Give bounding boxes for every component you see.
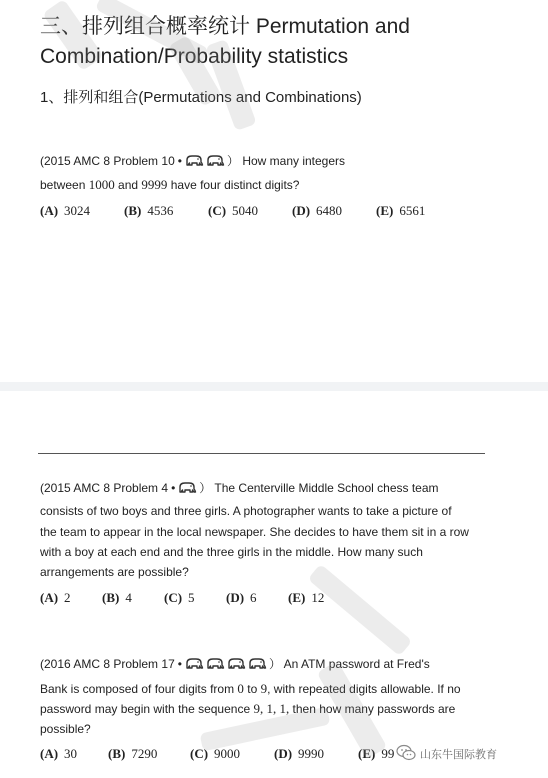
answer-choice <box>40 203 90 219</box>
section-title-line-1: 三、排列组合概率统计 Permutation and <box>40 15 410 38</box>
math-value: 9999 <box>141 177 168 192</box>
logo-text: 山东牛国际教育 <box>420 749 497 761</box>
answer-choice <box>292 203 342 219</box>
text-segment: and <box>114 178 142 192</box>
choice-label: (D) <box>226 590 245 605</box>
choice-label: (D) <box>274 746 293 761</box>
text-segment: The Centerville Middle School chess team <box>214 481 439 495</box>
problem-source: (2015 AMC 8 Problem 10 <box>40 154 175 168</box>
page-bottom <box>0 391 548 778</box>
elephant-icon <box>248 657 267 671</box>
paren-close: ） <box>226 154 239 168</box>
choice-value: 6480 <box>316 203 343 218</box>
text-segment: to <box>243 682 261 696</box>
text-segment: Bank is composed of four digits from <box>40 682 238 696</box>
problem-1-text <box>40 177 299 193</box>
problem-2-text-4 <box>40 564 189 580</box>
answer-choice <box>376 203 425 219</box>
choice-value: 99 <box>381 746 395 761</box>
problem-source: (2015 AMC 8 Problem 4 <box>40 481 169 495</box>
choice-value: 6 <box>250 590 257 605</box>
problem-2-text-3 <box>40 544 423 560</box>
choice-label: (B) <box>102 590 120 605</box>
choice-label: (C) <box>190 746 209 761</box>
elephant-icon <box>206 154 225 168</box>
math-value: 9, 1, 1, <box>253 701 290 716</box>
elephant-icon <box>227 657 246 671</box>
text-segment: How many integers <box>242 154 346 168</box>
elephant-icon <box>185 657 204 671</box>
elephant-icon <box>206 657 225 671</box>
choice-label: (A) <box>40 746 59 761</box>
choice-value: 3024 <box>64 203 91 218</box>
choice-label: (B) <box>124 203 142 218</box>
answer-choice <box>102 590 132 606</box>
answer-choice <box>274 746 324 762</box>
answer-choice <box>124 203 173 219</box>
answer-choice <box>108 746 157 762</box>
page-gap <box>0 382 548 391</box>
text-segment: with a boy at each end and the three girls in the middle. How many such <box>40 545 423 559</box>
text-segment: , with repeated digits allowable. If no <box>267 682 461 696</box>
paren-close: ） <box>268 657 281 671</box>
choice-value: 9000 <box>214 746 241 761</box>
text-segment: An ATM password at Fred's <box>283 657 430 671</box>
text-segment: the team to appear in the local newspaper. She decides to have them sit in a row <box>40 525 469 539</box>
choice-value: 9990 <box>298 746 325 761</box>
bullet: • <box>177 154 182 168</box>
choice-label: (C) <box>208 203 227 218</box>
problem-3-text-1 <box>40 681 461 697</box>
choice-label: (A) <box>40 203 59 218</box>
problem-source: (2016 AMC 8 Problem 17 <box>40 657 175 671</box>
answer-choice <box>164 590 195 606</box>
choice-value: 4536 <box>147 203 174 218</box>
choice-value: 12 <box>311 590 325 605</box>
bullet: • <box>177 657 182 671</box>
choice-value: 6561 <box>399 203 426 218</box>
choice-label: (B) <box>108 746 126 761</box>
difficulty-rating <box>185 154 227 168</box>
choice-label: (A) <box>40 590 59 605</box>
answer-choice <box>288 590 324 606</box>
math-value: 9 <box>260 681 268 696</box>
answer-choice <box>208 203 258 219</box>
answer-choice <box>40 746 77 762</box>
text-segment: have four distinct digits? <box>167 178 300 192</box>
divider-line <box>38 453 485 454</box>
choice-label: (C) <box>164 590 183 605</box>
text-segment: password may begin with the sequence <box>40 702 254 716</box>
answer-choice <box>226 590 257 606</box>
problem-2-header <box>40 480 439 496</box>
answer-choice <box>190 746 240 762</box>
choice-value: 5 <box>188 590 195 605</box>
choice-label: (E) <box>288 590 306 605</box>
bullet: • <box>171 481 176 495</box>
subsection-title: 1、排列和组合(Permutations and Combinations) <box>40 89 362 106</box>
choice-label: (E) <box>358 746 376 761</box>
choice-value: 5040 <box>232 203 259 218</box>
difficulty-rating <box>185 657 269 671</box>
problem-2-text-2 <box>40 524 469 540</box>
choice-value: 30 <box>64 746 78 761</box>
elephant-icon <box>185 154 204 168</box>
choice-value: 2 <box>64 590 71 605</box>
choice-value: 7290 <box>131 746 158 761</box>
problem-3-text-3 <box>40 721 91 737</box>
paren-close: ） <box>199 481 212 495</box>
elephant-icon <box>178 481 197 495</box>
answer-choice <box>40 590 71 606</box>
text-segment: between <box>40 178 89 192</box>
wechat-icon <box>396 744 416 765</box>
text-segment: possible? <box>40 722 91 736</box>
problem-3-header <box>40 656 430 672</box>
math-value: 0 <box>237 681 244 696</box>
choice-label: (D) <box>292 203 311 218</box>
text-segment: consists of two boys and three girls. A photographer wants to take a picture of <box>40 504 452 518</box>
text-segment: arrangements are possible? <box>40 565 189 579</box>
choice-value: 4 <box>125 590 132 605</box>
problem-2-text-1 <box>40 503 452 519</box>
choice-label: (E) <box>376 203 394 218</box>
source-logo <box>396 742 497 766</box>
answer-choice <box>358 746 394 762</box>
problem-1-header <box>40 153 345 169</box>
section-title-line-2: Combination/Probability statistics <box>40 45 349 68</box>
math-value: 1000 <box>88 177 115 192</box>
difficulty-rating <box>178 481 199 495</box>
problem-3-text-2 <box>40 701 455 717</box>
text-segment: then how many passwords are <box>289 702 456 716</box>
page-top <box>0 0 548 382</box>
